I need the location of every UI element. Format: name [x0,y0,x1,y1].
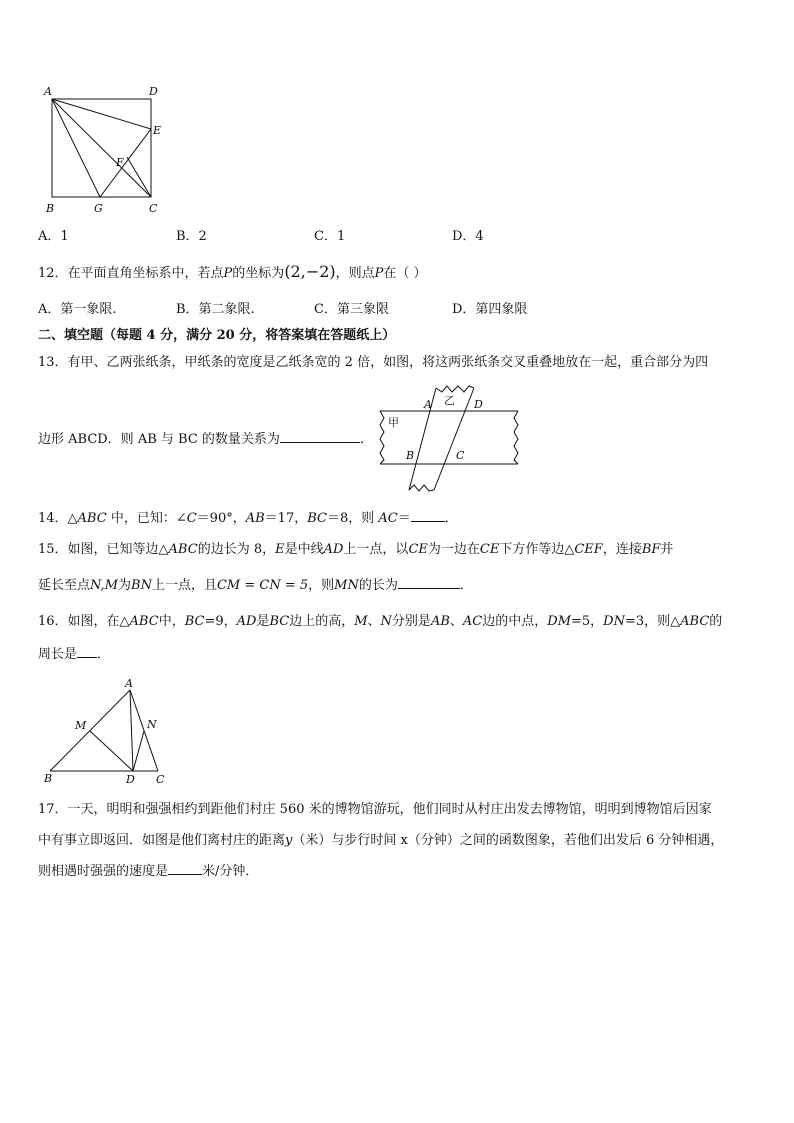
triangle-figure [40,676,172,786]
strip-yi-bottom-edge [409,485,434,491]
strip-jia-left-edge [380,411,384,464]
segment-md [90,731,133,771]
q14-p2: 中，已知：∠ [106,511,187,526]
q14-ab: AB [245,511,265,526]
q11-option-a: A．1 [38,229,69,244]
q17-line2-b: （米）与步行时间 x（分钟）之间的函数图象，若他们出发后 6 分钟相遇， [292,833,724,848]
segment-ab [50,690,130,771]
section-title: 二、填空题（每题 4 分，满分 20 分，将答案填在答题纸上） [38,328,396,343]
q17-line3 [38,862,258,881]
q15-l1-e2: 为一边在 [427,542,480,557]
q16-end: ． [97,647,111,662]
q15-line1 [38,541,673,559]
q16-bc2: BC [269,614,290,629]
label-g: G [94,202,103,215]
tri-label-n: N [147,718,157,731]
tri-label-a: A [125,677,133,690]
label-c: C [149,202,158,215]
q14-bc: BC [307,511,327,526]
q12-option-a: A．第一象限. [38,302,117,317]
q17-answer-blank [168,862,202,875]
q17-line3-b: 米/分钟． [202,864,259,879]
q15-bn: BN [131,578,152,593]
q12-var-p2: P [374,266,384,281]
q12-tail-a: ，则点 [335,266,375,281]
q16-bc: BC [184,614,205,629]
q12-mid: 的坐标为 [232,266,285,281]
q13-line2 [38,430,373,449]
tri-label-d: D [126,773,135,786]
q15-l2-c: 上一点，且 [151,578,217,593]
q16-l1-g: 分别是 [391,614,431,629]
q15-ad: AD [323,542,344,557]
square-figure [38,78,178,220]
q15-l2-e: 的长为 [358,578,398,593]
segment-ag [52,99,100,197]
q16-l1-i: 边的中点， [482,614,548,629]
strip-label-yi: 乙 [444,394,455,407]
label-f: F [116,156,124,169]
q14-ac: AC [378,511,398,526]
paper-strips-figure [376,384,528,496]
strip-label-b: B [406,449,415,462]
q16-l1-f: 、 [367,614,381,629]
q16-abc: ABC [129,614,159,629]
label-b: B [46,202,55,215]
q15-l2-b: 为 [118,578,132,593]
q16-dm: DM [547,614,571,629]
q11-option-c: C．1 [314,229,346,244]
q16-ac: AC [462,614,483,629]
q16-line1 [38,613,722,631]
q16-l1-j: =5， [571,614,604,629]
q11-option-d: D．4 [452,229,484,244]
strip-yi-top-edge [436,386,474,392]
q16-l1-h: 、 [449,614,463,629]
q11-option-b: B．2 [176,229,207,244]
q15-answer-blank [398,576,460,589]
strip-label-jia: 甲 [388,416,399,429]
q15-l2-d: ，则 [308,578,335,593]
q16-l1-a: 16．如图，在△ [38,614,130,629]
q14-p4: ＝17， [264,511,308,526]
q16-l1-b: 中， [158,614,185,629]
q15-end: ． [459,578,473,593]
q15-l1-d: 上一点，以 [343,542,409,557]
q14-p6: ＝ [397,511,411,526]
segment-eg [100,129,151,197]
q17-line1: 17．一天，明明和强强相约到距他们村庄 560 米的博物馆游玩，他们同时从村庄出发去博物馆，明明到博物馆后因家 [38,802,712,817]
q15-l1-a: 15．如图，已知等边 [38,542,159,557]
q16-abc2: ABC [680,614,710,629]
q17-line2 [38,832,723,850]
q14-p5: ＝8，则 [326,511,379,526]
q14-p1: 14．△ [38,511,78,526]
q15-mn: MN [334,578,359,593]
q15-l1-b: 的边长为 8， [197,542,276,557]
q14-p3: ＝90°， [196,511,246,526]
q15-ce2: CE [479,542,500,557]
segment-nd [133,731,144,771]
q15-ce: CE [408,542,428,557]
q12-var-p: P [223,266,233,281]
tri-label-b: B [44,772,53,785]
q16-l1-k: =3，则△ [624,614,681,629]
q16-ab: AB [430,614,450,629]
q16-line2 [38,645,110,664]
q14-stem [38,509,458,528]
q15-nm: N,M [90,578,119,593]
q15-abc: △ABC [158,542,198,557]
q12-tail-b: 在（ ） [383,266,427,281]
q12-coord: (2,−2) [284,262,336,281]
tri-label-m: M [75,719,87,732]
q14-abc: ABC [77,511,107,526]
q16-l1-l: 的 [709,614,723,629]
label-d: D [149,85,158,98]
q17-y: y [285,833,293,848]
q16-answer-blank [77,645,97,658]
q13-end: ． [359,432,373,447]
q12-option-b: B．第二象限. [176,302,255,317]
q17-line3-a: 则相遇时强强的速度是 [38,864,169,879]
q16-dn: DN [603,614,625,629]
q15-line2 [38,576,473,595]
strip-label-c: C [456,449,465,462]
q15-eq: CM = CN = 5 [216,578,309,593]
q16-m: M [354,614,368,629]
q12-option-d: D．第四象限 [452,302,528,317]
q16-l1-e: 边上的高， [289,614,355,629]
q16-l1-c: =9， [204,614,237,629]
strip-label-a: A [424,398,432,411]
tri-label-c: C [156,773,165,786]
q12-prefix: 12．在平面直角坐标系中，若点 [38,266,224,281]
q15-e: E [275,542,285,557]
strip-jia-right-edge [514,411,518,464]
label-e: E [153,124,162,137]
q15-l1-g: ，连接 [602,542,642,557]
q13-line2-text: 边形 ABCD．则 AB 与 BC 的数量关系为 [38,432,280,447]
q15-l1-c: 是中线 [284,542,324,557]
q12-option-c: C．第三象限 [314,302,389,317]
q15-bf: BF [641,542,661,557]
q13-answer-blank [280,430,360,443]
q13-line1: 13．有甲、乙两张纸条，甲纸条的宽度是乙纸条宽的 2 倍，如图，将这两张纸条交叉重叠地放在一起，重合部分为四 [38,355,709,370]
q16-ad: AD [236,614,257,629]
q17-line2-a: 中有事立即返回．如图是他们离村庄的距离 [38,833,286,848]
q12-stem [38,263,427,283]
segment-ad [130,690,133,771]
q15-l2-a: 延长至点 [38,578,91,593]
q14-c: C [186,511,197,526]
q16-l1-d: 是 [256,614,270,629]
strip-label-d: D [474,398,483,411]
q14-answer-blank [411,509,445,522]
q15-l1-h: 并 [660,542,674,557]
q16-l2-a: 周长是 [38,647,78,662]
q14-end: ． [444,511,458,526]
q15-cef: △CEF [564,542,603,557]
q16-n: N [380,614,392,629]
label-a: A [44,85,52,98]
q15-l1-f: 下方作等边 [499,542,565,557]
